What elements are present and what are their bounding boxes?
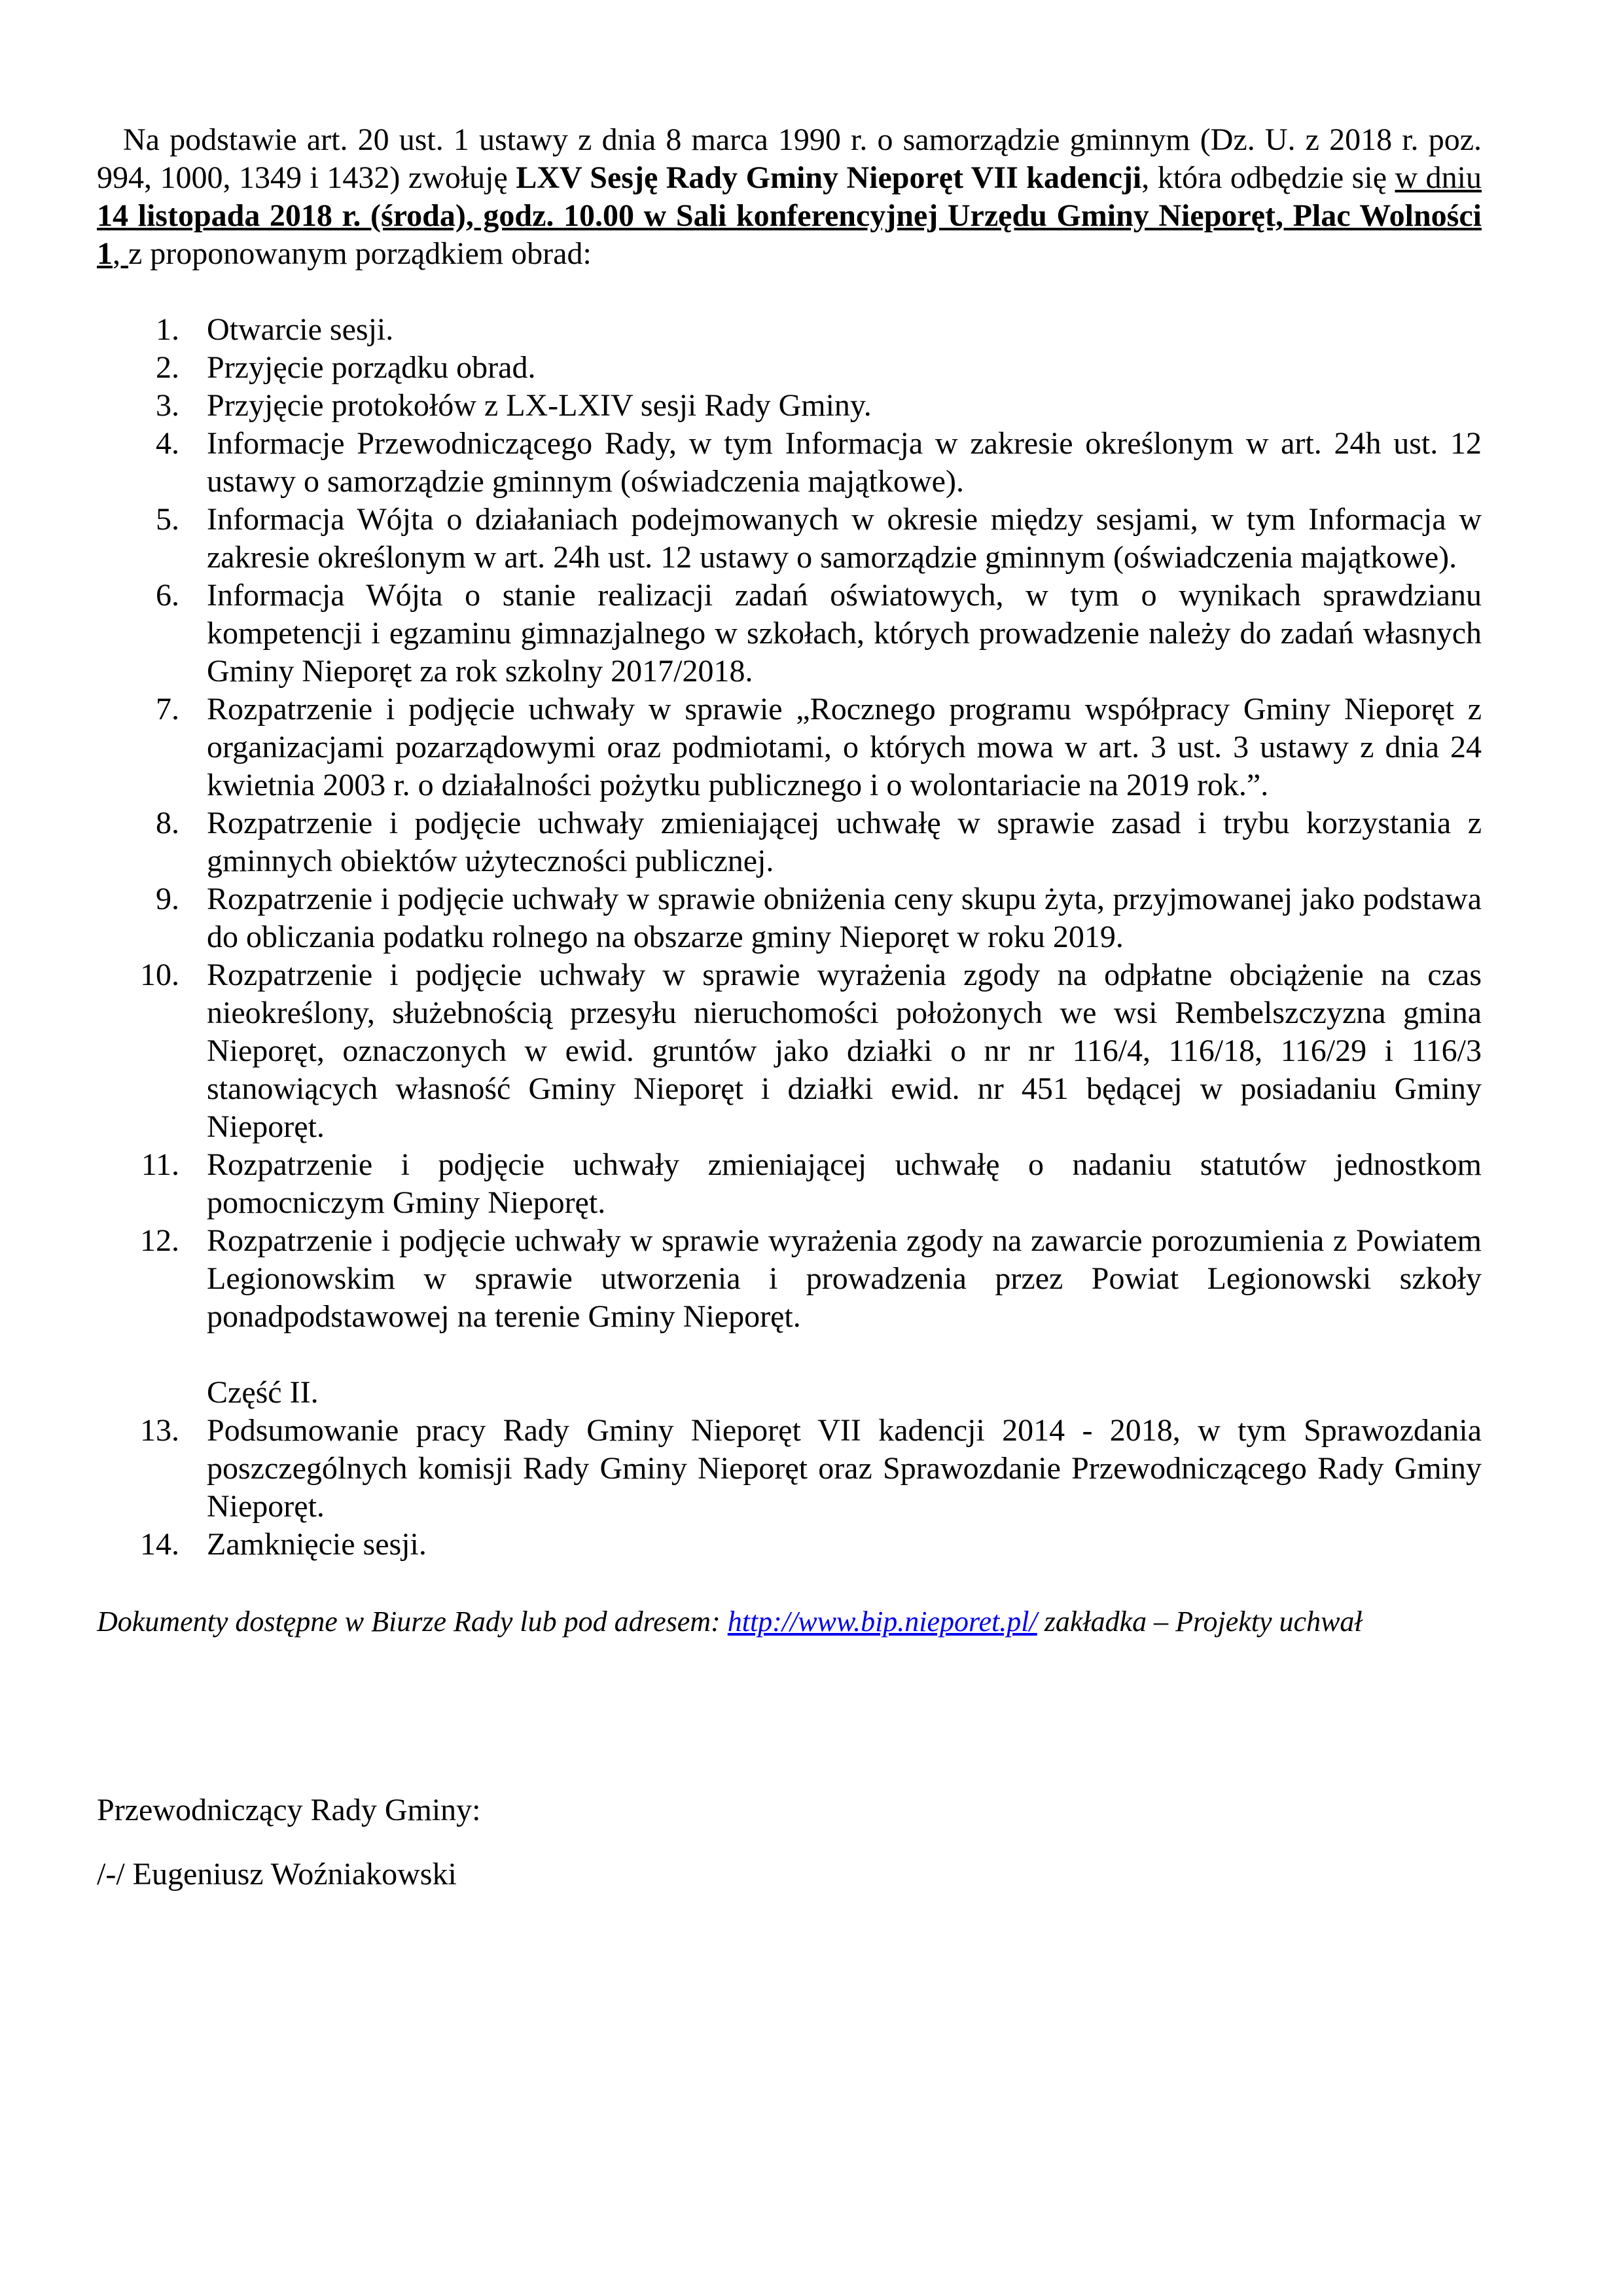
agenda-item (97, 425, 1482, 501)
agenda-item (97, 956, 1482, 1146)
agenda-item-number: 11. (141, 1147, 179, 1182)
agenda-item (97, 804, 1482, 880)
document-page (97, 121, 1482, 1920)
documents-note-suffix: zakładka – Projekty uchwał (1037, 1605, 1363, 1638)
intro-paragraph (97, 121, 1482, 273)
agenda-item-text: Zamknięcie sesji. (207, 1527, 427, 1562)
agenda-item-text: Informacja Wójta o działaniach podejmowanych w okresie między sesjami, w tym Informacja w zakresie określonym w art. 24h ust. 12 ustawy o samorządzie gminnym (oświadczenia majątkowe). (207, 502, 1482, 575)
agenda-item-text: Przyjęcie protokołów z LX-LXIV sesji Rady Gminy. (207, 388, 872, 423)
agenda-item-text: Rozpatrzenie i podjęcie uchwały w sprawie wyrażenia zgody na zawarcie porozumienia z Powiatem Legionowskim w sprawie utworzenia i prowadzenia przez Powiat Legionowski szkoły ponadpodstawowej na terenie Gminy Nieporęt. (207, 1223, 1482, 1334)
agenda-item (97, 1146, 1482, 1222)
signature-name: /-/ Eugeniusz Woźniakowski (97, 1857, 457, 1892)
agenda-item-number: 4. (156, 426, 179, 461)
agenda-list (97, 311, 1482, 1336)
intro-text-3: z proponowanym porządkiem obrad: (128, 236, 592, 271)
agenda-item-text: Otwarcie sesji. (207, 312, 394, 347)
agenda-item-text: Rozpatrzenie i podjęcie uchwały w sprawie obniżenia ceny skupu żyta, przyjmowanej jako podstawa do obliczania podatku rolnego na obszarze gminy Nieporęt w roku 2019. (207, 882, 1482, 954)
agenda-item (97, 349, 1482, 387)
agenda-item (97, 691, 1482, 804)
agenda-item (97, 1412, 1482, 1526)
agenda-item (97, 1222, 1482, 1336)
signature-title: Przewodniczący Rady Gminy: (97, 1793, 481, 1827)
agenda-item-text: Informacje Przewodniczącego Rady, w tym Informacja w zakresie określonym w art. 24h ust. 12 ustawy o samorządzie gminnym (oświadczenia majątkowe). (207, 426, 1482, 499)
agenda-item-number: 13. (140, 1413, 179, 1448)
agenda-item-text: Rozpatrzenie i podjęcie uchwały w sprawie wyrażenia zgody na odpłatne obciążenie na czas nieokreślony, służebnością przesyłu nieruchomości położonych we wsi Rembelszczyzna gmina Nieporęt, oznaczonych w ewid. gruntów jako działki o nr nr 116/4, 116/18, 116/29 i 116/3 stanowiących własność Gminy Nieporęt i działki ewid. nr 451 będącej w posiadaniu Gminy Nieporęt. (207, 958, 1482, 1144)
agenda-item-text: Informacja Wójta o stanie realizacji zadań oświatowych, w tym o wynikach sprawdzianu kompetencji i egzaminu gimnazjalnego w szkołach, których prowadzenie należy do zadań własnych Gminy Nieporęt za rok szkolny 2017/2018. (207, 578, 1482, 689)
part-two-heading: Część II. (207, 1375, 319, 1410)
agenda-item-number: 5. (156, 502, 179, 537)
agenda-item-text: Podsumowanie pracy Rady Gminy Nieporęt VII kadencji 2014 - 2018, w tym Sprawozdania poszczególnych komisji Rady Gminy Nieporęt oraz Sprawozdanie Przewodniczącego Rady Gminy Nieporęt. (207, 1413, 1482, 1524)
intro-text-2: , która odbędzie się (1141, 160, 1395, 195)
agenda-item-number: 14. (140, 1527, 179, 1562)
date-suffix: , (113, 236, 128, 271)
bip-link[interactable]: http://www.bip.nieporet.pl/ (727, 1605, 1037, 1638)
agenda-item (97, 387, 1482, 425)
agenda-item-number: 9. (156, 882, 179, 916)
documents-note-text: Dokumenty dostępne w Biurze Rady lub pod adresem: (97, 1605, 728, 1638)
agenda-item-text: Rozpatrzenie i podjęcie uchwały zmieniającej uchwałę w sprawie zasad i trybu korzystania z gminnych obiektów użyteczności publicznej. (207, 806, 1482, 878)
agenda-item-number: 2. (156, 350, 179, 385)
agenda-item (97, 880, 1482, 956)
agenda-item-text: Rozpatrzenie i podjęcie uchwały zmieniającej uchwałę o nadaniu statutów jednostkom pomocniczym Gminy Nieporęt. (207, 1147, 1482, 1220)
agenda-item-number: 8. (156, 806, 179, 840)
agenda-item-number: 3. (156, 388, 179, 423)
agenda-item-number: 12. (140, 1223, 179, 1258)
date-place-bold: 14 listopada 2018 r. (środa), godz. 10.00 w Sali konferencyjnej Urzędu Gminy Nieporęt, Plac Wolności 1 (97, 198, 1482, 271)
signature-block (97, 1791, 1482, 1893)
date-prefix: w dniu (1395, 160, 1482, 195)
intro-text-1: Na podstawie art. 20 ust. 1 ustawy z dnia 8 marca 1990 r. o samorządzie gminnym (Dz. U. z 2018 r. poz. 994, 1000, 1349 i 1432) zwołuję (97, 122, 1482, 195)
agenda-item (97, 501, 1482, 577)
agenda-item (97, 1526, 1482, 1564)
agenda-item-number: 10. (140, 958, 179, 992)
agenda-list-part-two (97, 1412, 1482, 1564)
agenda-item-text: Przyjęcie porządku obrad. (207, 350, 536, 385)
agenda-item (97, 577, 1482, 691)
agenda-item-text: Rozpatrzenie i podjęcie uchwały w sprawie „Rocznego programu współpracy Gminy Nieporęt z organizacjami pozarządowymi oraz podmiotami, o których mowa w art. 3 ust. 3 ustawy z dnia 24 kwietnia 2003 r. o działalności pożytku publicznego i o wolontariacie na 2019 rok.”. (207, 692, 1482, 802)
agenda-item (97, 311, 1482, 349)
agenda-item-number: 6. (156, 578, 179, 613)
agenda-item-number: 7. (156, 692, 179, 726)
documents-note (97, 1603, 1482, 1641)
agenda-item-number: 1. (156, 312, 179, 347)
session-name: LXV Sesję Rady Gminy Nieporęt VII kadencji (516, 160, 1142, 195)
